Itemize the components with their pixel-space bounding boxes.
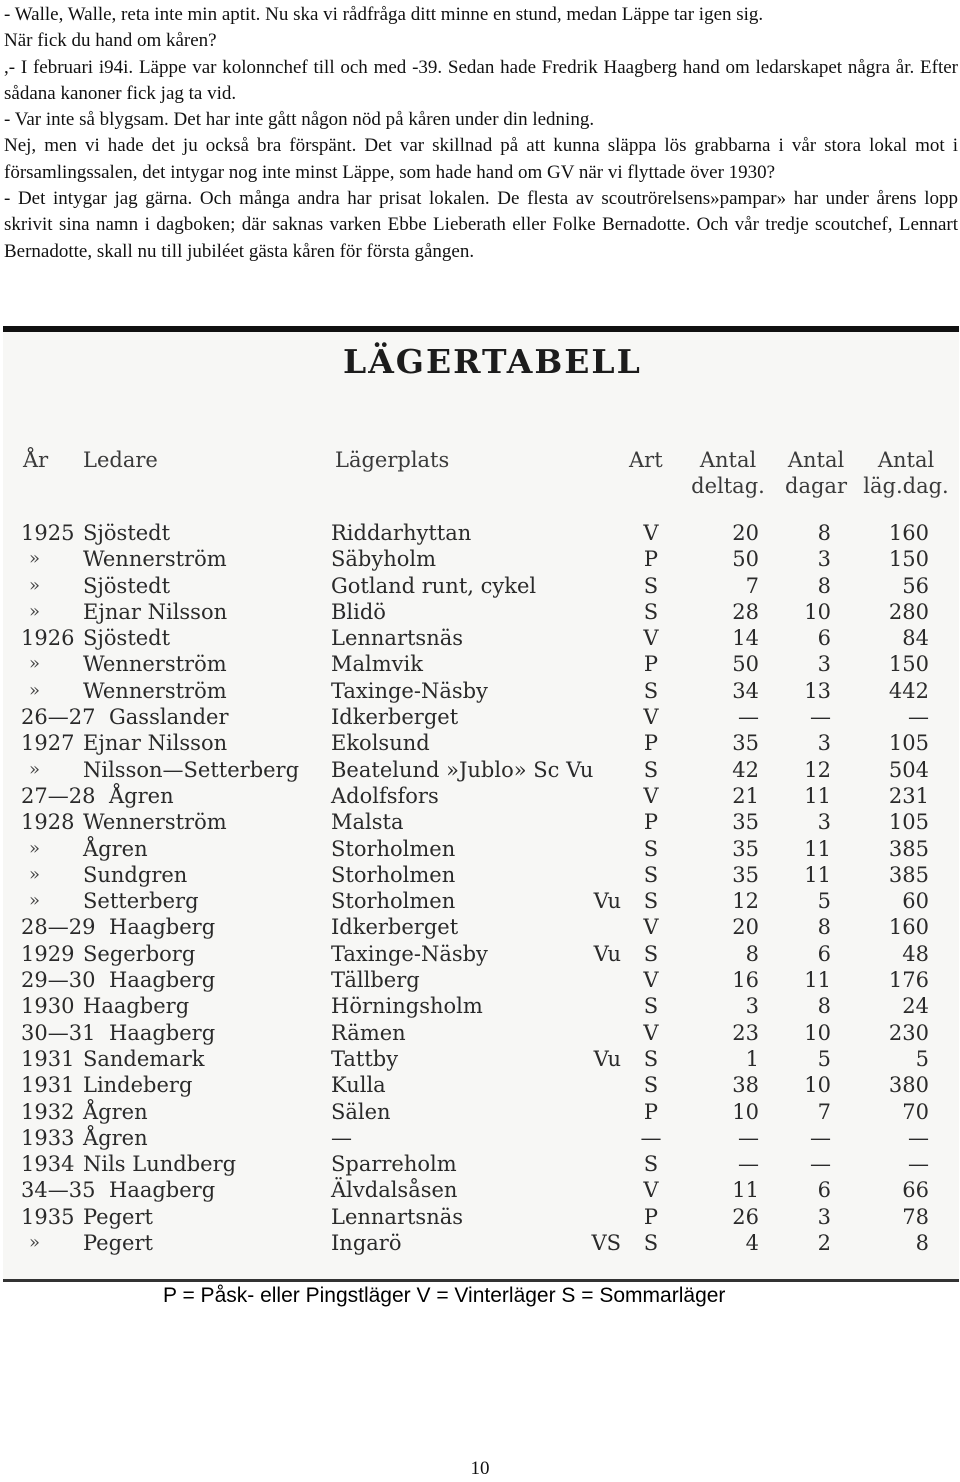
place-cell: Taxinge-Näsby [331, 941, 488, 966]
year-cell: » [29, 758, 41, 780]
place-cell: Storholmen [331, 836, 456, 861]
place-cell: Lennartsnäs [331, 1204, 464, 1229]
paragraph: - Walle, Walle, reta inte min aptit. Nu ska vi rådfråga ditt minne en stund, medan Läppe tar igen sig. [4, 4, 764, 25]
place-cell: Rämen [331, 1020, 406, 1045]
participants-cell: 21 [732, 783, 759, 808]
leader-cell: Wennerström [83, 547, 227, 572]
year-cell: 1928 [21, 810, 75, 835]
header-art: Art [629, 448, 663, 472]
body-text [4, 2, 958, 265]
art-cell: S [643, 599, 659, 624]
camp-days-cell: 160 [888, 521, 929, 545]
place-cell: Lennartsnäs [331, 626, 464, 651]
place-cell: Idkerberget [331, 915, 459, 940]
art-cell: V [643, 521, 659, 545]
art-cell: V [643, 626, 659, 651]
participants-cell: 20 [732, 521, 759, 545]
year-cell: 30—31 [21, 1020, 96, 1045]
leader-cell: Ejnar Nilsson [83, 599, 228, 624]
place-cell: Taxinge-Näsby [331, 678, 488, 703]
leader-cell: Pegert [83, 1231, 153, 1256]
table-row [3, 1125, 959, 1151]
camp-table-scan [3, 326, 959, 1282]
year-cell: » [29, 890, 41, 912]
place-cell: Gotland runt, cykel [331, 573, 537, 598]
participants-cell: 10 [732, 1099, 759, 1124]
place-cell: Storholmen [331, 889, 456, 914]
header-camp-days [861, 447, 951, 499]
art-cell: P [643, 731, 659, 756]
days-cell: 10 [804, 599, 831, 624]
extra-cell: VS [591, 1231, 621, 1256]
art-cell: S [643, 1152, 659, 1177]
leader-cell: Lindeberg [83, 1073, 193, 1098]
art-cell: P [643, 1099, 659, 1124]
table-row [3, 888, 959, 914]
year-cell: » [29, 837, 41, 859]
participants-cell: — [738, 1152, 759, 1177]
participants-cell: 42 [732, 757, 759, 782]
place-cell: Tattby [331, 1046, 399, 1071]
leader-cell: Haagberg [109, 915, 216, 940]
leader-cell: Ågren [109, 783, 174, 808]
art-cell: S [643, 889, 659, 914]
place-cell: Älvdalsåsen [331, 1178, 458, 1203]
header-place: Lägerplats [335, 448, 450, 472]
art-cell: S [643, 573, 659, 598]
table-row [3, 757, 959, 783]
camp-days-cell: 66 [902, 1178, 929, 1203]
extra-cell: Vu [593, 941, 621, 966]
days-cell: 10 [804, 1020, 831, 1045]
days-cell: 8 [817, 521, 831, 545]
place-cell: Kulla [331, 1073, 386, 1098]
paragraph: Nej, men vi hade det ju också bra förspänt. Det var skillnad på att kunna släppa lös grabbarna i vår stora lokal mot i församlingssalen, det intygar nog inte minst Läppe, som hade hand om GV när vi flyttade över 1930? [4, 135, 958, 183]
art-cell: S [643, 994, 659, 1019]
year-cell: 1927 [21, 731, 75, 756]
header-leader: Ledare [83, 448, 158, 472]
year-cell: 1935 [21, 1204, 75, 1229]
days-cell: 2 [817, 1231, 831, 1256]
camp-days-cell: 380 [888, 1073, 929, 1098]
art-cell: P [643, 810, 659, 835]
paragraph: - Det intygar jag gärna. Och många andra har prisat lokalen. De flesta av scoutrörelsens»pampar» har under årens lopp skrivit sina namn i dagboken; där saknas varken Ebbe Lieberath eller Folke Bernadotte. Och vår tredje scoutchef, Lennart Bernadotte, skall nu till jubiléet gästa kåren för första gången. [4, 188, 958, 262]
year-cell: 1932 [21, 1099, 75, 1124]
days-cell: 12 [804, 757, 831, 782]
days-cell: 11 [804, 862, 831, 887]
leader-cell: Pegert [83, 1204, 153, 1229]
days-cell: 8 [817, 915, 831, 940]
leader-cell: Gasslander [109, 705, 229, 730]
table-row [3, 836, 959, 862]
camp-days-cell: 60 [902, 889, 929, 914]
art-cell: P [643, 1204, 659, 1229]
participants-cell: 8 [745, 941, 759, 966]
table-row [3, 1099, 959, 1125]
days-cell: 7 [817, 1099, 831, 1124]
year-cell: » [29, 863, 41, 885]
art-cell: V [643, 783, 659, 808]
days-cell: — [810, 705, 831, 730]
days-cell: 8 [817, 994, 831, 1019]
days-cell: 3 [817, 652, 831, 677]
header-camp-days-line2: läg.dag. [863, 474, 949, 498]
participants-cell: 3 [745, 994, 759, 1019]
legend: P = Påsk- eller Pingstläger V = Vinterläger S = Sommarläger [163, 1284, 726, 1307]
place-cell: Hörningsholm [331, 994, 483, 1019]
participants-cell: 20 [732, 915, 759, 940]
header-participants-line1: Antal [699, 448, 757, 472]
art-cell: V [643, 968, 659, 993]
place-cell: Ekolsund [331, 731, 430, 756]
leader-cell: Setterberg [83, 889, 199, 914]
days-cell: — [810, 1152, 831, 1177]
camp-days-cell: 160 [888, 915, 929, 940]
camp-days-cell: 150 [888, 547, 929, 572]
leader-cell: Ejnar Nilsson [83, 731, 228, 756]
table-title: LÄGERTABELL [343, 342, 642, 381]
place-cell: Ingarö [331, 1231, 402, 1256]
participants-cell: 35 [732, 731, 759, 756]
days-cell: 6 [817, 1178, 831, 1203]
days-cell: 13 [804, 678, 831, 703]
leader-cell: Ågren [83, 836, 148, 861]
leader-cell: Haagberg [109, 1178, 216, 1203]
table-row [3, 993, 959, 1019]
year-cell: » [29, 653, 41, 675]
table-row [3, 1204, 959, 1230]
table-row [3, 1072, 959, 1098]
year-cell: » [29, 679, 41, 701]
camp-days-cell: 24 [902, 994, 929, 1019]
place-cell: Tällberg [331, 968, 420, 993]
year-cell: 1931 [21, 1046, 75, 1071]
table-row [3, 599, 959, 625]
days-cell: 5 [817, 1046, 831, 1071]
table-row [3, 520, 959, 546]
year-cell: 27—28 [21, 783, 96, 808]
table-row [3, 967, 959, 993]
year-cell: 1930 [21, 994, 75, 1019]
participants-cell: 28 [732, 599, 759, 624]
days-cell: 3 [817, 810, 831, 835]
header-participants [683, 447, 773, 499]
days-cell: — [810, 1125, 831, 1150]
days-cell: 11 [804, 783, 831, 808]
camp-days-cell: — [908, 705, 929, 730]
year-cell: 34—35 [21, 1178, 96, 1203]
year-cell: » [29, 574, 41, 596]
participants-cell: 34 [732, 678, 759, 703]
table-row [3, 678, 959, 704]
table-body [3, 520, 959, 1256]
art-cell: P [643, 547, 659, 572]
art-cell: V [643, 1178, 659, 1203]
leader-cell: Haagberg [83, 994, 190, 1019]
camp-days-cell: 5 [915, 1046, 929, 1071]
art-cell: V [643, 705, 659, 730]
art-cell: S [643, 1073, 659, 1098]
camp-days-cell: 280 [888, 599, 929, 624]
participants-cell: 50 [732, 652, 759, 677]
art-cell: S [643, 862, 659, 887]
days-cell: 8 [817, 573, 831, 598]
place-cell: — [331, 1125, 352, 1150]
participants-cell: 38 [732, 1073, 759, 1098]
paragraph: När fick du hand om kåren? [4, 30, 217, 52]
place-cell: Storholmen [331, 862, 456, 887]
camp-days-cell: 230 [888, 1020, 929, 1045]
place-cell: Riddarhyttan [331, 521, 472, 545]
art-cell: S [643, 941, 659, 966]
header-days [771, 447, 861, 499]
table-row [3, 1020, 959, 1046]
leader-cell: Sandemark [83, 1046, 205, 1071]
participants-cell: 23 [732, 1020, 759, 1045]
camp-days-cell: 78 [902, 1204, 929, 1229]
table-row [3, 809, 959, 835]
header-days-line1: Antal [787, 448, 845, 472]
year-cell: 1929 [21, 941, 75, 966]
days-cell: 5 [817, 889, 831, 914]
leader-cell: Sundgren [83, 862, 188, 887]
days-cell: 11 [804, 836, 831, 861]
participants-cell: 16 [732, 968, 759, 993]
art-cell: V [643, 915, 659, 940]
leader-cell: Ågren [83, 1125, 148, 1150]
place-cell: Beatelund »Jublo» Sc Vu [331, 757, 594, 782]
camp-days-cell: 105 [888, 731, 929, 756]
leader-cell: Ågren [83, 1099, 148, 1124]
camp-days-cell: 504 [888, 757, 929, 782]
header-camp-days-line1: Antal [877, 448, 935, 472]
paragraph: ,- I februari i94i. Läppe var kolonnchef till och med -39. Sedan hade Fredrik Haagberg hand om ledarskapet några år. Efter sådana kanoner fick jag ta vid. [4, 56, 958, 104]
participants-cell: 35 [732, 810, 759, 835]
participants-cell: 14 [732, 626, 759, 651]
leader-cell: Sjöstedt [83, 573, 171, 598]
place-cell: Säbyholm [331, 547, 437, 572]
year-cell: » [29, 600, 41, 622]
camp-days-cell: — [908, 1152, 929, 1177]
table-row [3, 862, 959, 888]
camp-days-cell: 70 [902, 1099, 929, 1124]
days-cell: 3 [817, 1204, 831, 1229]
leader-cell: Sjöstedt [83, 521, 171, 545]
year-cell: 29—30 [21, 968, 96, 993]
days-cell: 10 [804, 1073, 831, 1098]
year-cell: 1925 [21, 521, 75, 545]
table-row [3, 941, 959, 967]
art-cell: — [640, 1125, 662, 1150]
days-cell: 3 [817, 547, 831, 572]
camp-days-cell: 176 [888, 968, 929, 993]
participants-cell: 12 [732, 889, 759, 914]
table-row [3, 914, 959, 940]
camp-days-cell: 56 [902, 573, 929, 598]
leader-cell: Wennerström [83, 678, 227, 703]
year-cell: » [29, 548, 41, 570]
art-cell: V [643, 1020, 659, 1045]
participants-cell: 26 [732, 1204, 759, 1229]
camp-days-cell: 231 [888, 783, 929, 808]
art-cell: S [643, 678, 659, 703]
place-cell: Malsta [331, 810, 404, 835]
art-cell: S [643, 1231, 659, 1256]
page-number: 10 [470, 1458, 490, 1479]
participants-cell: 35 [732, 862, 759, 887]
place-cell: Sparreholm [331, 1152, 457, 1177]
leader-cell: Wennerström [83, 810, 227, 835]
table-row [3, 783, 959, 809]
table-row [3, 730, 959, 756]
header-participants-line2: deltag. [691, 474, 765, 498]
days-cell: 11 [804, 968, 831, 993]
place-cell: Blidö [331, 599, 386, 624]
camp-days-cell: 385 [888, 836, 929, 861]
leader-cell: Haagberg [109, 968, 216, 993]
participants-cell: — [738, 705, 759, 730]
paragraph: - Var inte så blygsam. Det har inte gått någon nöd på kåren under din ledning. [4, 109, 595, 131]
year-cell: » [29, 1232, 41, 1254]
year-cell: 26—27 [21, 705, 96, 730]
extra-cell: Vu [593, 1046, 621, 1071]
year-cell: 28—29 [21, 915, 96, 940]
participants-cell: 7 [745, 573, 759, 598]
camp-days-cell: 8 [915, 1231, 929, 1256]
participants-cell: — [738, 1125, 759, 1150]
year-cell: 1926 [21, 626, 75, 651]
header-year: År [23, 448, 49, 472]
art-cell: S [643, 836, 659, 861]
place-cell: Idkerberget [331, 705, 459, 730]
participants-cell: 11 [732, 1178, 759, 1203]
table-row [3, 573, 959, 599]
place-cell: Adolfsfors [331, 783, 439, 808]
table-row [3, 704, 959, 730]
year-cell: 1931 [21, 1073, 75, 1098]
table-row [3, 1046, 959, 1072]
place-cell: Malmvik [331, 652, 423, 677]
camp-days-cell: 84 [902, 626, 929, 651]
days-cell: 3 [817, 731, 831, 756]
camp-days-cell: 105 [888, 810, 929, 835]
table-row [3, 1177, 959, 1203]
leader-cell: Sjöstedt [83, 626, 171, 651]
participants-cell: 4 [745, 1231, 759, 1256]
leader-cell: Nils Lundberg [83, 1152, 237, 1177]
leader-cell: Nilsson—Setterberg [83, 757, 300, 782]
table-row [3, 1151, 959, 1177]
camp-days-cell: 385 [888, 862, 929, 887]
table-row [3, 625, 959, 651]
year-cell: 1934 [21, 1152, 75, 1177]
place-cell: Sälen [331, 1099, 391, 1124]
camp-days-cell: 150 [888, 652, 929, 677]
leader-cell: Wennerström [83, 652, 227, 677]
leader-cell: Haagberg [109, 1020, 216, 1045]
header-days-line2: dagar [785, 474, 847, 498]
camp-days-cell: 48 [902, 941, 929, 966]
camp-days-cell: 442 [888, 678, 929, 703]
year-cell: 1933 [21, 1125, 75, 1150]
days-cell: 6 [817, 626, 831, 651]
extra-cell: Vu [593, 889, 621, 914]
leader-cell: Segerborg [83, 941, 196, 966]
participants-cell: 35 [732, 836, 759, 861]
camp-days-cell: — [908, 1125, 929, 1150]
participants-cell: 50 [732, 547, 759, 572]
table-row [3, 651, 959, 677]
days-cell: 6 [817, 941, 831, 966]
participants-cell: 1 [745, 1046, 759, 1071]
table-row [3, 1230, 959, 1256]
art-cell: S [643, 1046, 659, 1071]
table-row [3, 546, 959, 572]
art-cell: S [643, 757, 659, 782]
art-cell: P [643, 652, 659, 677]
